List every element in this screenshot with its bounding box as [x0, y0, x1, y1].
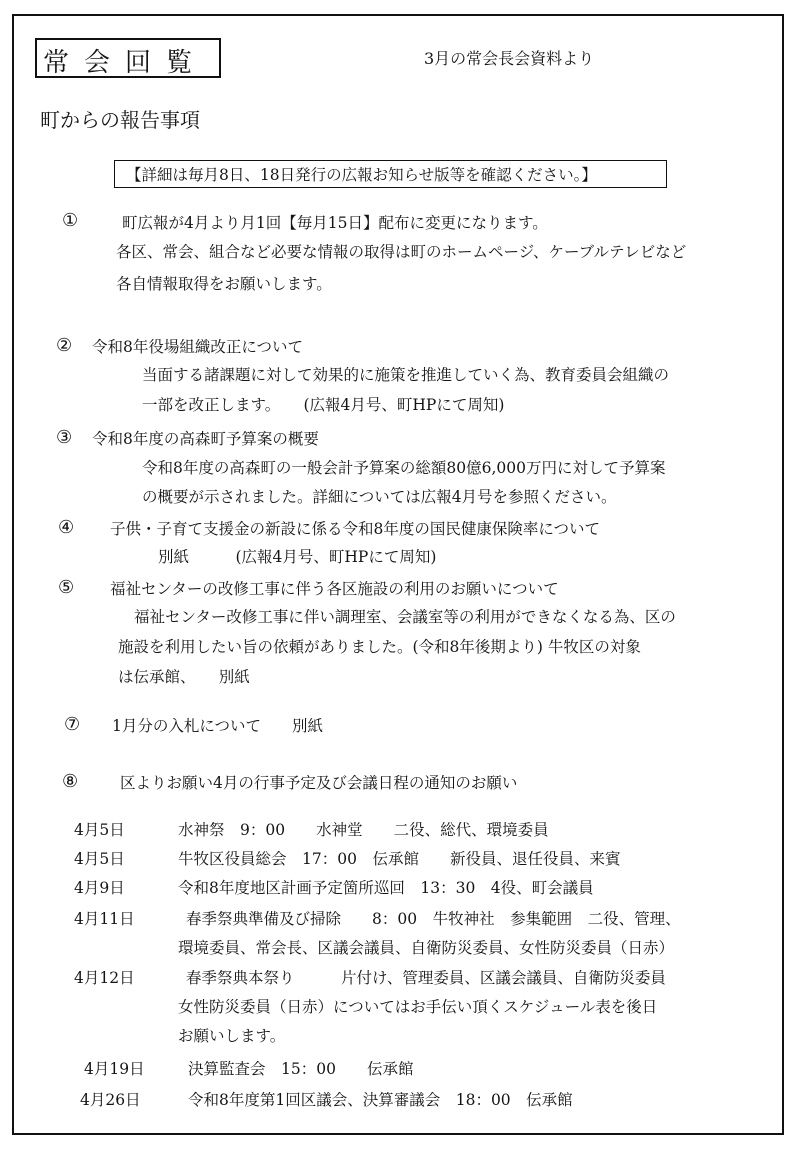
schedule-detail: 牛牧区役員総会 17：00 伝承館 新役員、退任役員、来賓	[178, 850, 621, 868]
item-line: 当面する諸課題に対して効果的に施策を推進していく為、教育委員会組織の	[142, 366, 670, 384]
item-number: ⑦	[64, 714, 81, 735]
schedule-date: 4月11日	[74, 910, 135, 928]
schedule-date: 4月19日	[84, 1060, 145, 1078]
item-line: 別紙 (広報4月号、町HPにて周知)	[158, 548, 437, 566]
schedule-date: 4月5日	[74, 821, 125, 839]
source-note: 3月の常会長会資料より	[424, 49, 595, 68]
schedule-date: 4月9日	[74, 879, 125, 897]
item-line: 各自情報取得をお願いします。	[116, 275, 332, 293]
item-number: ③	[56, 427, 73, 448]
schedule-date: 4月26日	[80, 1091, 141, 1109]
schedule-date: 4月5日	[74, 850, 125, 868]
schedule-detail: 決算監査会 15：00 伝承館	[188, 1060, 414, 1078]
item-line: 施設を利用したい旨の依頼がありました。(令和8年後期より) 牛牧区の対象	[118, 638, 641, 656]
item-line: の概要が示されました。詳細については広報4月号を参照ください。	[142, 488, 617, 506]
item-number: ⑤	[58, 577, 75, 598]
notice-text: 【詳細は毎月8日、18日発行の広報お知らせ版等を確認ください。】	[126, 166, 597, 184]
item-number: ⑧	[62, 771, 79, 792]
item-line: 一部を改正します。 (広報4月号、町HPにて周知)	[142, 396, 505, 414]
schedule-detail: 女性防災委員（日赤）についてはお手伝い頂くスケジュール表を後日	[178, 998, 658, 1016]
section-heading: 町からの報告事項	[40, 108, 200, 132]
item-line: 令和8年役場組織改正について	[92, 338, 304, 356]
item-number: ①	[62, 210, 79, 231]
item-line: 子供・子育て支援金の新設に係る令和8年度の国民健康保険率について	[110, 520, 601, 538]
item-number: ④	[58, 517, 75, 538]
schedule-detail: 環境委員、常会長、区議会議員、自衛防災委員、女性防災委員（日赤）	[178, 939, 675, 957]
page-title: 常会回覧	[43, 48, 208, 78]
schedule-detail: 春季祭典準備及び掃除 8：00 牛牧神社 参集範囲 二役、管理、	[186, 910, 681, 928]
schedule-detail: 水神祭 9：00 水神堂 二役、総代、環境委員	[178, 821, 549, 839]
item-line: 令和8年度の高森町の一般会計予算案の総額80億6,000万円に対して予算案	[142, 459, 666, 477]
item-number: ②	[56, 335, 73, 356]
item-line: 令和8年度の高森町予算案の概要	[92, 430, 319, 448]
item-line: は伝承館、 別紙	[118, 668, 250, 686]
item-line: 福祉センター改修工事に伴い調理室、会議室等の利用ができなくなる為、区の	[134, 608, 676, 626]
item-line: 区よりお願い4月の行事予定及び会議日程の通知のお願い	[120, 774, 518, 792]
schedule-detail: お願いします。	[178, 1027, 286, 1045]
schedule-date: 4月12日	[74, 969, 135, 987]
item-line: 町広報が4月より月1回【毎月15日】配布に変更になります。	[122, 214, 548, 232]
item-line: 福祉センターの改修工事に伴う各区施設の利用のお願いについて	[110, 580, 559, 598]
schedule-detail: 令和8年度第1回区議会、決算審議会 18：00 伝承館	[188, 1091, 573, 1109]
schedule-detail: 令和8年度地区計画予定箇所巡回 13：30 4役、町会議員	[178, 879, 594, 897]
item-line: 1月分の入札について 別紙	[112, 717, 324, 735]
schedule-detail: 春季祭典本祭り 片付け、管理委員、区議会議員、自衛防災委員	[186, 969, 666, 987]
item-line: 各区、常会、組合など必要な情報の取得は町のホームページ、ケーブルテレビなど	[116, 243, 687, 261]
